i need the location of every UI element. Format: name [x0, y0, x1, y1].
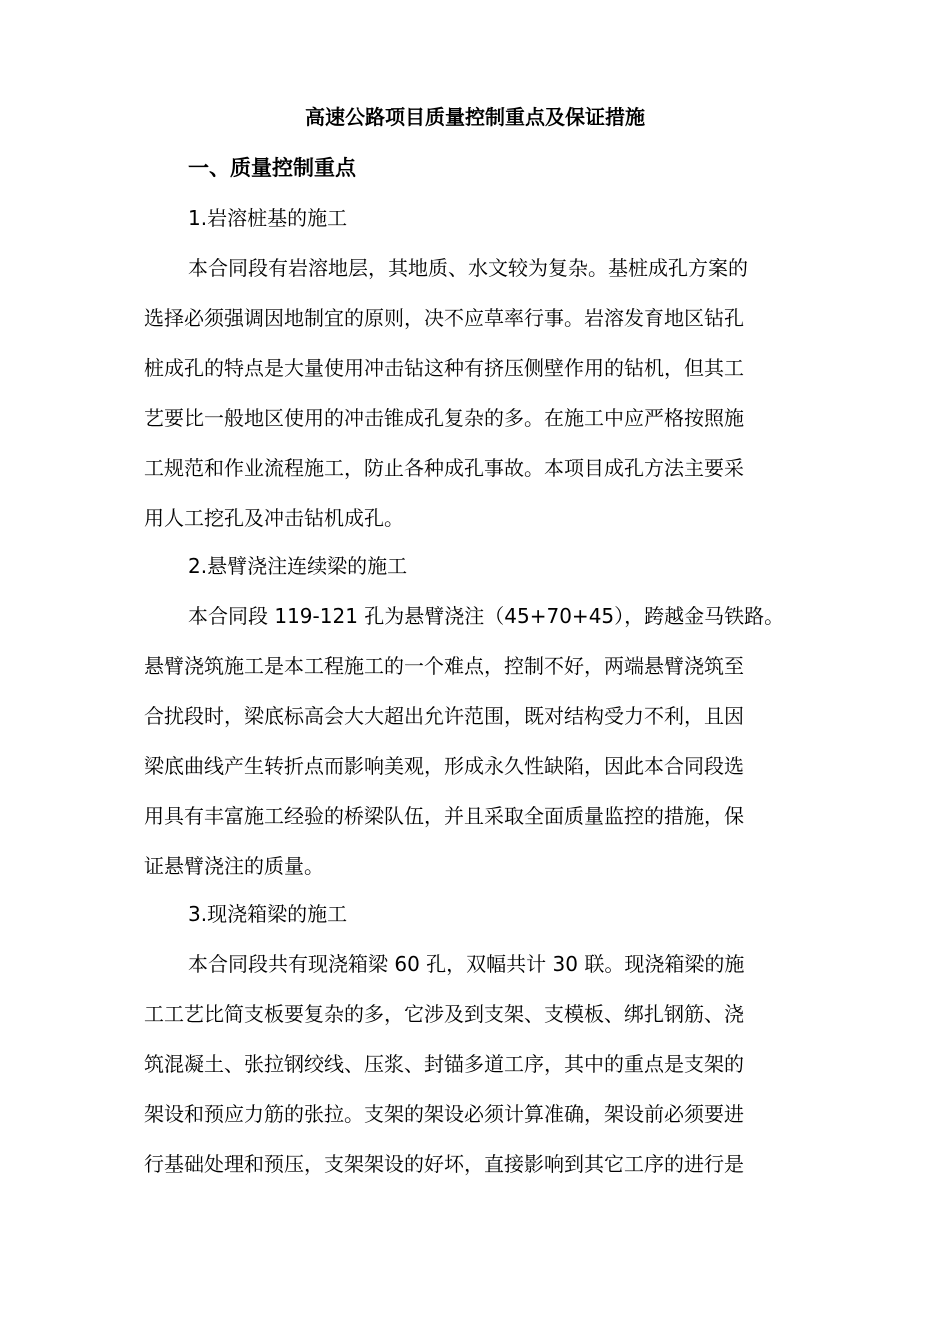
paragraph-line: 工规范和作业流程施工，防止各种成孔事故。本项目成孔方法主要采 [144, 456, 744, 480]
paragraph-line: 艺要比一般地区使用的冲击锥成孔复杂的多。在施工中应严格按照施 [144, 406, 744, 430]
subsection-paragraph-1 [144, 243, 824, 543]
subsection-paragraph-2 [144, 591, 824, 891]
subsection-heading-2: 2.悬臂浇注连续梁的施工 [188, 554, 408, 578]
paragraph-line: 行基础处理和预压，支架架设的好坏，直接影响到其它工序的进行是 [144, 1152, 744, 1176]
paragraph-line: 证悬臂浇注的质量。 [144, 854, 324, 878]
subsection-paragraph-3 [144, 939, 824, 1189]
paragraph-line: 桩成孔的特点是大量使用冲击钻这种有挤压侧壁作用的钻机，但其工 [144, 356, 744, 380]
paragraph-line: 梁底曲线产生转折点而影响美观，形成永久性缺陷，因此本合同段选 [144, 754, 744, 778]
paragraph-line: 本合同段有岩溶地层，其地质、水文较为复杂。基桩成孔方案的 [188, 256, 748, 280]
subsection-heading-3: 3.现浇箱梁的施工 [188, 902, 348, 926]
paragraph-line: 本合同段 119-121 孔为悬臂浇注（45+70+45），跨越金马铁路。 [188, 604, 785, 628]
paragraph-line: 合扰段时，梁底标高会大大超出允许范围，既对结构受力不利，且因 [144, 704, 744, 728]
section-heading: 一、质量控制重点 [188, 156, 356, 180]
document-title: 高速公路项目质量控制重点及保证措施 [305, 105, 645, 129]
paragraph-line: 本合同段共有现浇箱梁 60 孔，双幅共计 30 联。现浇箱梁的施 [188, 952, 745, 976]
subsection-heading-1: 1.岩溶桩基的施工 [188, 206, 348, 230]
paragraph-line: 用具有丰富施工经验的桥梁队伍，并且采取全面质量监控的措施，保 [144, 804, 744, 828]
paragraph-line: 悬臂浇筑施工是本工程施工的一个难点，控制不好，两端悬臂浇筑至 [144, 654, 744, 678]
paragraph-line: 架设和预应力筋的张拉。支架的架设必须计算准确，架设前必须要进 [144, 1102, 744, 1126]
paragraph-line: 用人工挖孔及冲击钻机成孔。 [144, 506, 404, 530]
paragraph-line: 工工艺比简支板要复杂的多，它涉及到支架、支模板、绑扎钢筋、浇 [144, 1002, 744, 1026]
paragraph-line: 选择必须强调因地制宜的原则，决不应草率行事。岩溶发育地区钻孔 [144, 306, 744, 330]
paragraph-line: 筑混凝土、张拉钢绞线、压浆、封锚多道工序，其中的重点是支架的 [144, 1052, 744, 1076]
